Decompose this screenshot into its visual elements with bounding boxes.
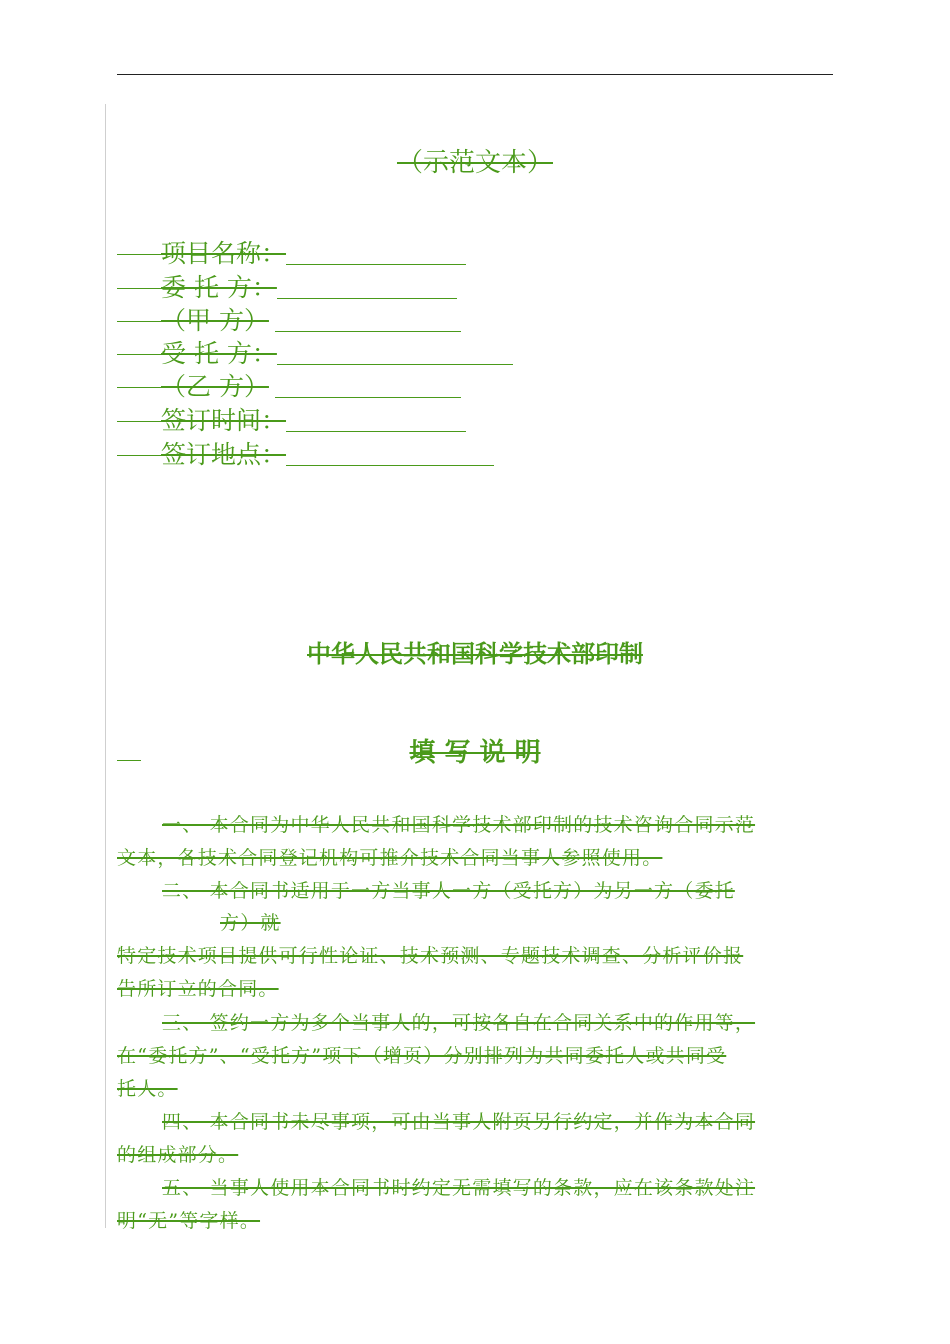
note-2-line-1: 二、 本合同书适用于一方当事人一方（受托方）为另一方（委托 (162, 880, 735, 902)
field-client (117, 272, 457, 304)
short-dash (117, 760, 141, 761)
field-label: 委 托 方： (161, 273, 277, 302)
note-5-line-1: 五、 当事人使用本合同书时约定无需填写的条款，应在该条款处注 (162, 1177, 756, 1199)
field-lead-line (117, 441, 161, 456)
note-1-line-2: 文本，各技术合同登记机构可推介技术合同当事人参照使用。 (117, 847, 663, 869)
field-lead-line (117, 340, 161, 355)
field-label: （乙 方） (161, 372, 269, 401)
field-lead-line (117, 307, 161, 322)
instructions-heading: 填 写 说 明 (409, 738, 541, 768)
note-3-line-1: 三、 签约一方为多个当事人的，可按各自在合同关系中的作用等， (162, 1012, 756, 1034)
field-label: 签订时间： (161, 406, 287, 435)
field-label: 受 托 方： (161, 339, 277, 368)
note-3-line-2: 在“委托方”、“受托方”项下（增页）分别排列为共同委托人或共同受 (117, 1045, 727, 1067)
field-label: 项目名称： (161, 239, 287, 268)
field-blank[interactable] (275, 305, 461, 332)
note-2-line-4: 告所订立的合同。 (117, 978, 279, 1000)
note-4-line-1: 四、 本合同书未尽事项，可由当事人附页另行约定，并作为本合同 (162, 1111, 756, 1133)
field-lead-line (117, 274, 161, 289)
field-contractor (117, 338, 513, 370)
field-lead-line (117, 373, 161, 388)
document-title: （示范文本） (396, 148, 553, 178)
field-label: 签订地点： (161, 440, 287, 469)
field-party-a (117, 305, 461, 337)
field-sign-place (117, 439, 494, 471)
note-1-line-1: 一、 本合同为中华人民共和国科学技术部印制的技术咨询合同示范 (162, 814, 756, 836)
field-blank[interactable] (275, 371, 461, 398)
note-4-line-2: 的组成部分。 (117, 1144, 239, 1166)
field-blank[interactable] (277, 338, 513, 365)
publisher-line: 中华人民共和国科学技术部印制 (307, 640, 643, 668)
field-project-name (117, 238, 466, 270)
field-blank[interactable] (277, 272, 457, 299)
note-2-line-3: 特定技术项目提供可行性论证、技术预测、专题技术调查、分析评价报 (117, 945, 744, 967)
note-2-line-2: 方）就 (220, 912, 281, 934)
field-sign-date (117, 405, 466, 437)
note-3-line-3: 托人。 (117, 1078, 178, 1100)
field-lead-line (117, 240, 161, 255)
field-blank[interactable] (286, 439, 494, 466)
header-rule (117, 74, 833, 75)
note-5-line-2: 明“无”等字样。 (117, 1210, 261, 1232)
field-party-b (117, 371, 461, 403)
field-label: （甲 方） (161, 306, 269, 335)
field-lead-line (117, 407, 161, 422)
field-blank[interactable] (286, 405, 466, 432)
field-blank[interactable] (286, 238, 466, 265)
